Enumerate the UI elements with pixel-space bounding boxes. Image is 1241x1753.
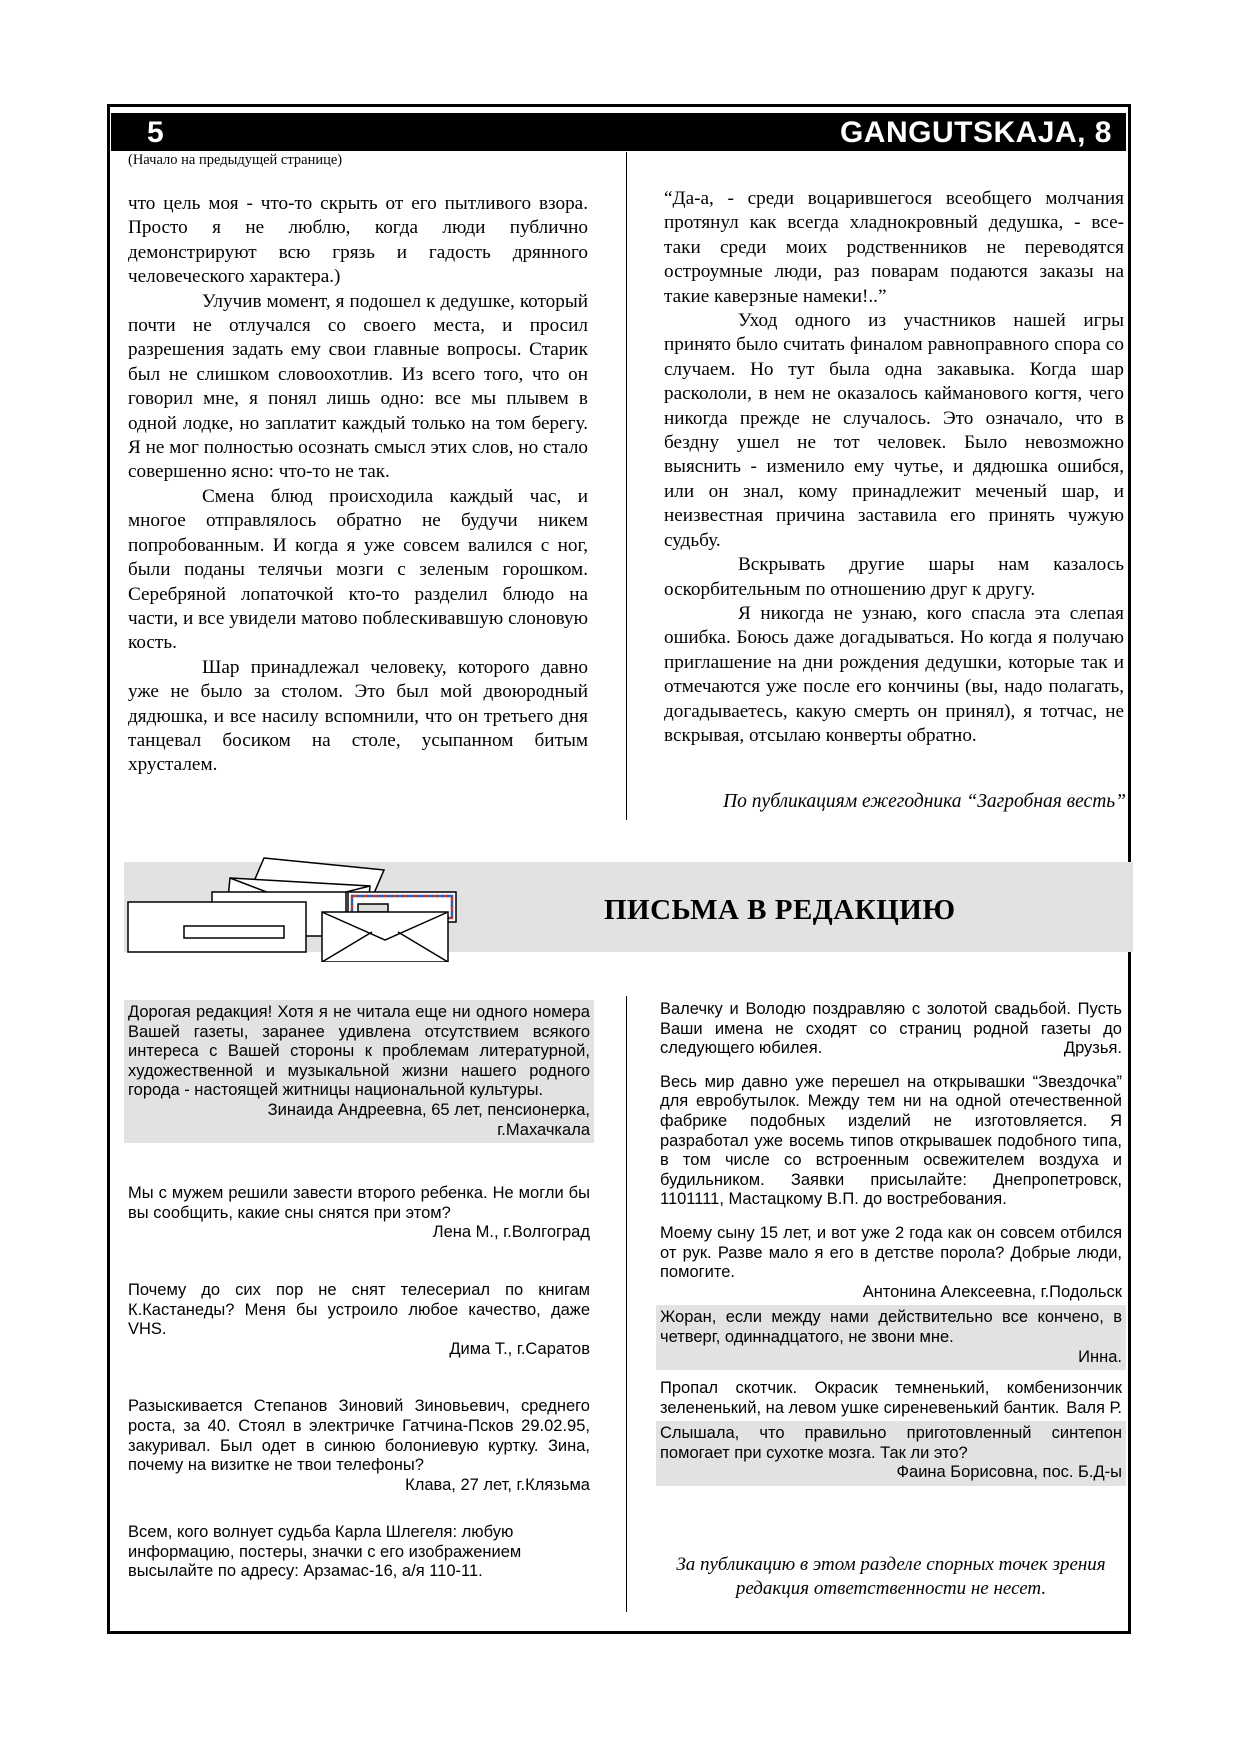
- letter-item: [124, 1520, 594, 1585]
- story-paragraph: Смена блюд происходила каждый час, и многое отправлялось обратно не будучи никем попробованным. И когда я уже совсем валился с ног, были поданы телячьи мозги с зеленым горошком. Серебряной лопаточкой кто-то разделил блюдо на части, и все увидели матово поблескивавшую слоновую кость.: [128, 485, 588, 654]
- letter-signature-city: г.Махачкала: [497, 1120, 590, 1139]
- story-column-right: [664, 187, 1124, 748]
- letter-item: [124, 1394, 594, 1498]
- story-paragraph: Шар принадлежал человеку, которого давно уже не было за столом. Это был мой двоюродный дядюшка, и все насилу вспомнили, что он третьего дня танцевал босиком на столе, усыпанном битым хрусталем.: [128, 656, 588, 776]
- story-paragraph: что цель моя - что-то скрыть от его пытливого взора. Просто я не люблю, когда люди публично демонстрируют всю грязь и гадость дрянного человеческого характера.): [128, 193, 588, 288]
- letter-signature: Дима Т., г.Саратов: [449, 1339, 590, 1358]
- envelopes-illustration: [126, 856, 506, 962]
- letter-item: [124, 1181, 594, 1246]
- story-paragraph: Улучив момент, я подошел к дедушке, который почти не отлучался со своего места, и просил разрешения задать ему свои главные вопросы. Старик был не слишком словоохотлив. Из всего того, что он говорил мне, я понял лишь одно: все мы плывем в одной лодке, но заплатит каждый только на том берегу. Я не мог полностью осознать смысл этих слов, но стало совершенно ясно: что-то не так.: [128, 290, 588, 483]
- letter-text: Моему сыну 15 лет, и вот уже 2 года как он совсем отбился от рук. Разве мало я его в детстве порола? Добрые люди, помогите.: [660, 1223, 1122, 1282]
- letter-text: Пропал скотчик. Окрасик темненький, комбенизончик зелененький, на левом ушке сиреневенький бантик.: [660, 1379, 1122, 1417]
- letter-text: Слышала, что правильно приготовленный синтепон помогает при сухотке мозга. Так ли это?: [660, 1424, 1122, 1462]
- column-divider-top: [626, 152, 627, 820]
- letter-signature: Валя Р.: [1066, 1398, 1122, 1417]
- letter-item: [656, 1070, 1126, 1213]
- letter-text: Всем, кого волнует судьба Карла Шлегеля: любую информацию, постеры, значки с его изображением высылайте по адресу: Арзамас-16, а/я 110-11.: [128, 1523, 522, 1581]
- letter-text: Почему до сих пор не снят телесериал по книгам К.Кастанеды? Меня бы устроило любое качество, даже VHS.: [128, 1280, 590, 1339]
- letter-item: [656, 1221, 1126, 1305]
- letter-text: Мы с мужем решили завести второго ребенка. Не могли бы вы сообщить, какие сны снятся при этом?: [128, 1184, 590, 1222]
- editorial-disclaimer: За публикацию в этом разделе спорных точек зрения редакция ответственности не несет.: [676, 1554, 1106, 1599]
- letter-signature: Инна.: [1078, 1347, 1122, 1366]
- letter-signature: Лена М., г.Волгоград: [432, 1223, 590, 1242]
- newspaper-title: GANGUTSKAJA, 8: [839, 116, 1112, 149]
- column-divider-bottom: [626, 996, 627, 1612]
- story-paragraph: Уход одного из участников нашей игры принято было считать финалом равноправного спора со случаем. Но тут была одна закавыка. Когда шар раскололи, в нем не оказалось кайманового когтя, чего никогда прежде не случалось. Это означало, что в бездну ушел не тот человек. Было невозможно выяснить - изменило ему чутье, и дядюшка ошибся, или он знал, кому принадлежит меченый шар, и неизвестная причина заставила его принять чужую судьбу.: [664, 310, 1124, 551]
- letter-signature: Клава, 27 лет, г.Клязьма: [405, 1475, 590, 1494]
- page-number: 5: [147, 116, 164, 149]
- story-column-left: [128, 192, 588, 778]
- letter-item: [124, 1000, 594, 1143]
- letter-item: [656, 997, 1126, 1062]
- letter-text: Валечку и Володю поздравляю с золотой свадьбой. Пусть Ваши имена не сходят со страниц родной газеты до следующего юбилея.: [660, 1000, 1122, 1058]
- letter-signature: Друзья.: [1063, 1039, 1122, 1058]
- letter-text: Жоран, если между нами действительно все кончено, в четверг, одиннадцатого, не звони мне.: [660, 1308, 1122, 1346]
- page-header: [111, 113, 1126, 151]
- letter-text: Весь мир давно уже перешел на открывашки “Звездочка” для евробутылок. Между тем ни на одной отечественной фабрике подобных изделий не изготовляется. Я разработал уже восемь типов открывашек подобного типа, в том числе со встроенным освежителем воздуха и будильником. Заявки присылайте: Днепропетровск, 1101111, Мастацкому В.П. до востребования.: [660, 1072, 1122, 1209]
- letter-signature: Фаина Борисовна, пос. Б.Д-ы: [896, 1463, 1122, 1482]
- letter-item: [656, 1305, 1126, 1370]
- letter-text: Дорогая редакция! Хотя я не читала еще ни одного номера Вашей газеты, заранее удивлена отсутствием всякого интереса с Вашей стороны к проблемам литературной, художественной и музыкальной жизни нашего родного города - настоящей житницы национальной культуры.: [128, 1003, 590, 1100]
- letter-item: [656, 1421, 1126, 1486]
- story-paragraph: Я никогда не узнаю, кого спасла эта слепая ошибка. Боюсь даже догадываться. Но когда я получаю приглашение на дни рождения дедушки, которые так и отмечаются уже после его кончины (вы, надо полагать, догадываетесь, какую смерть он принял), я тотчас, не вскрывая, отсылаю конверты обратно.: [664, 602, 1124, 746]
- story-credit: По публикациям ежегодника “Загробная весть”: [723, 791, 1126, 812]
- letter-item: [124, 1278, 594, 1362]
- section-title: ПИСЬМА В РЕДАКЦИЮ: [604, 894, 956, 926]
- letters-column-left: [124, 1000, 594, 1585]
- letter-signature: Антонина Алексеевна, г.Подольск: [862, 1282, 1122, 1301]
- envelope-right: [322, 912, 448, 962]
- letter-item: [656, 1376, 1126, 1421]
- story-paragraph: “Да-а, - среди воцарившегося всеобщего молчания протянул как всегда хладнокровный дедушка, - все-таки среди моих родственников не переводятся остроумные люди, раз поварам подаются заказы на такие каверзные намеки!..”: [664, 188, 1124, 307]
- letter-signature: Зинаида Андреевна, 65 лет, пенсионерка,: [267, 1100, 590, 1119]
- story-paragraph: Вскрывать другие шары нам казалось оскорбительным по отношению друг к другу.: [664, 554, 1124, 600]
- continued-note: (Начало на предыдущей странице): [128, 152, 343, 168]
- letter-text: Разыскивается Степанов Зиновий Зиновьевич, среднего роста, за 40. Стоял в электричке Гатчина-Псков 29.02.95, закуривал. Был одет в синюю болониевую куртку. Зина, почему на визитке не твои телефоны?: [128, 1397, 590, 1475]
- letters-column-right: [656, 997, 1126, 1486]
